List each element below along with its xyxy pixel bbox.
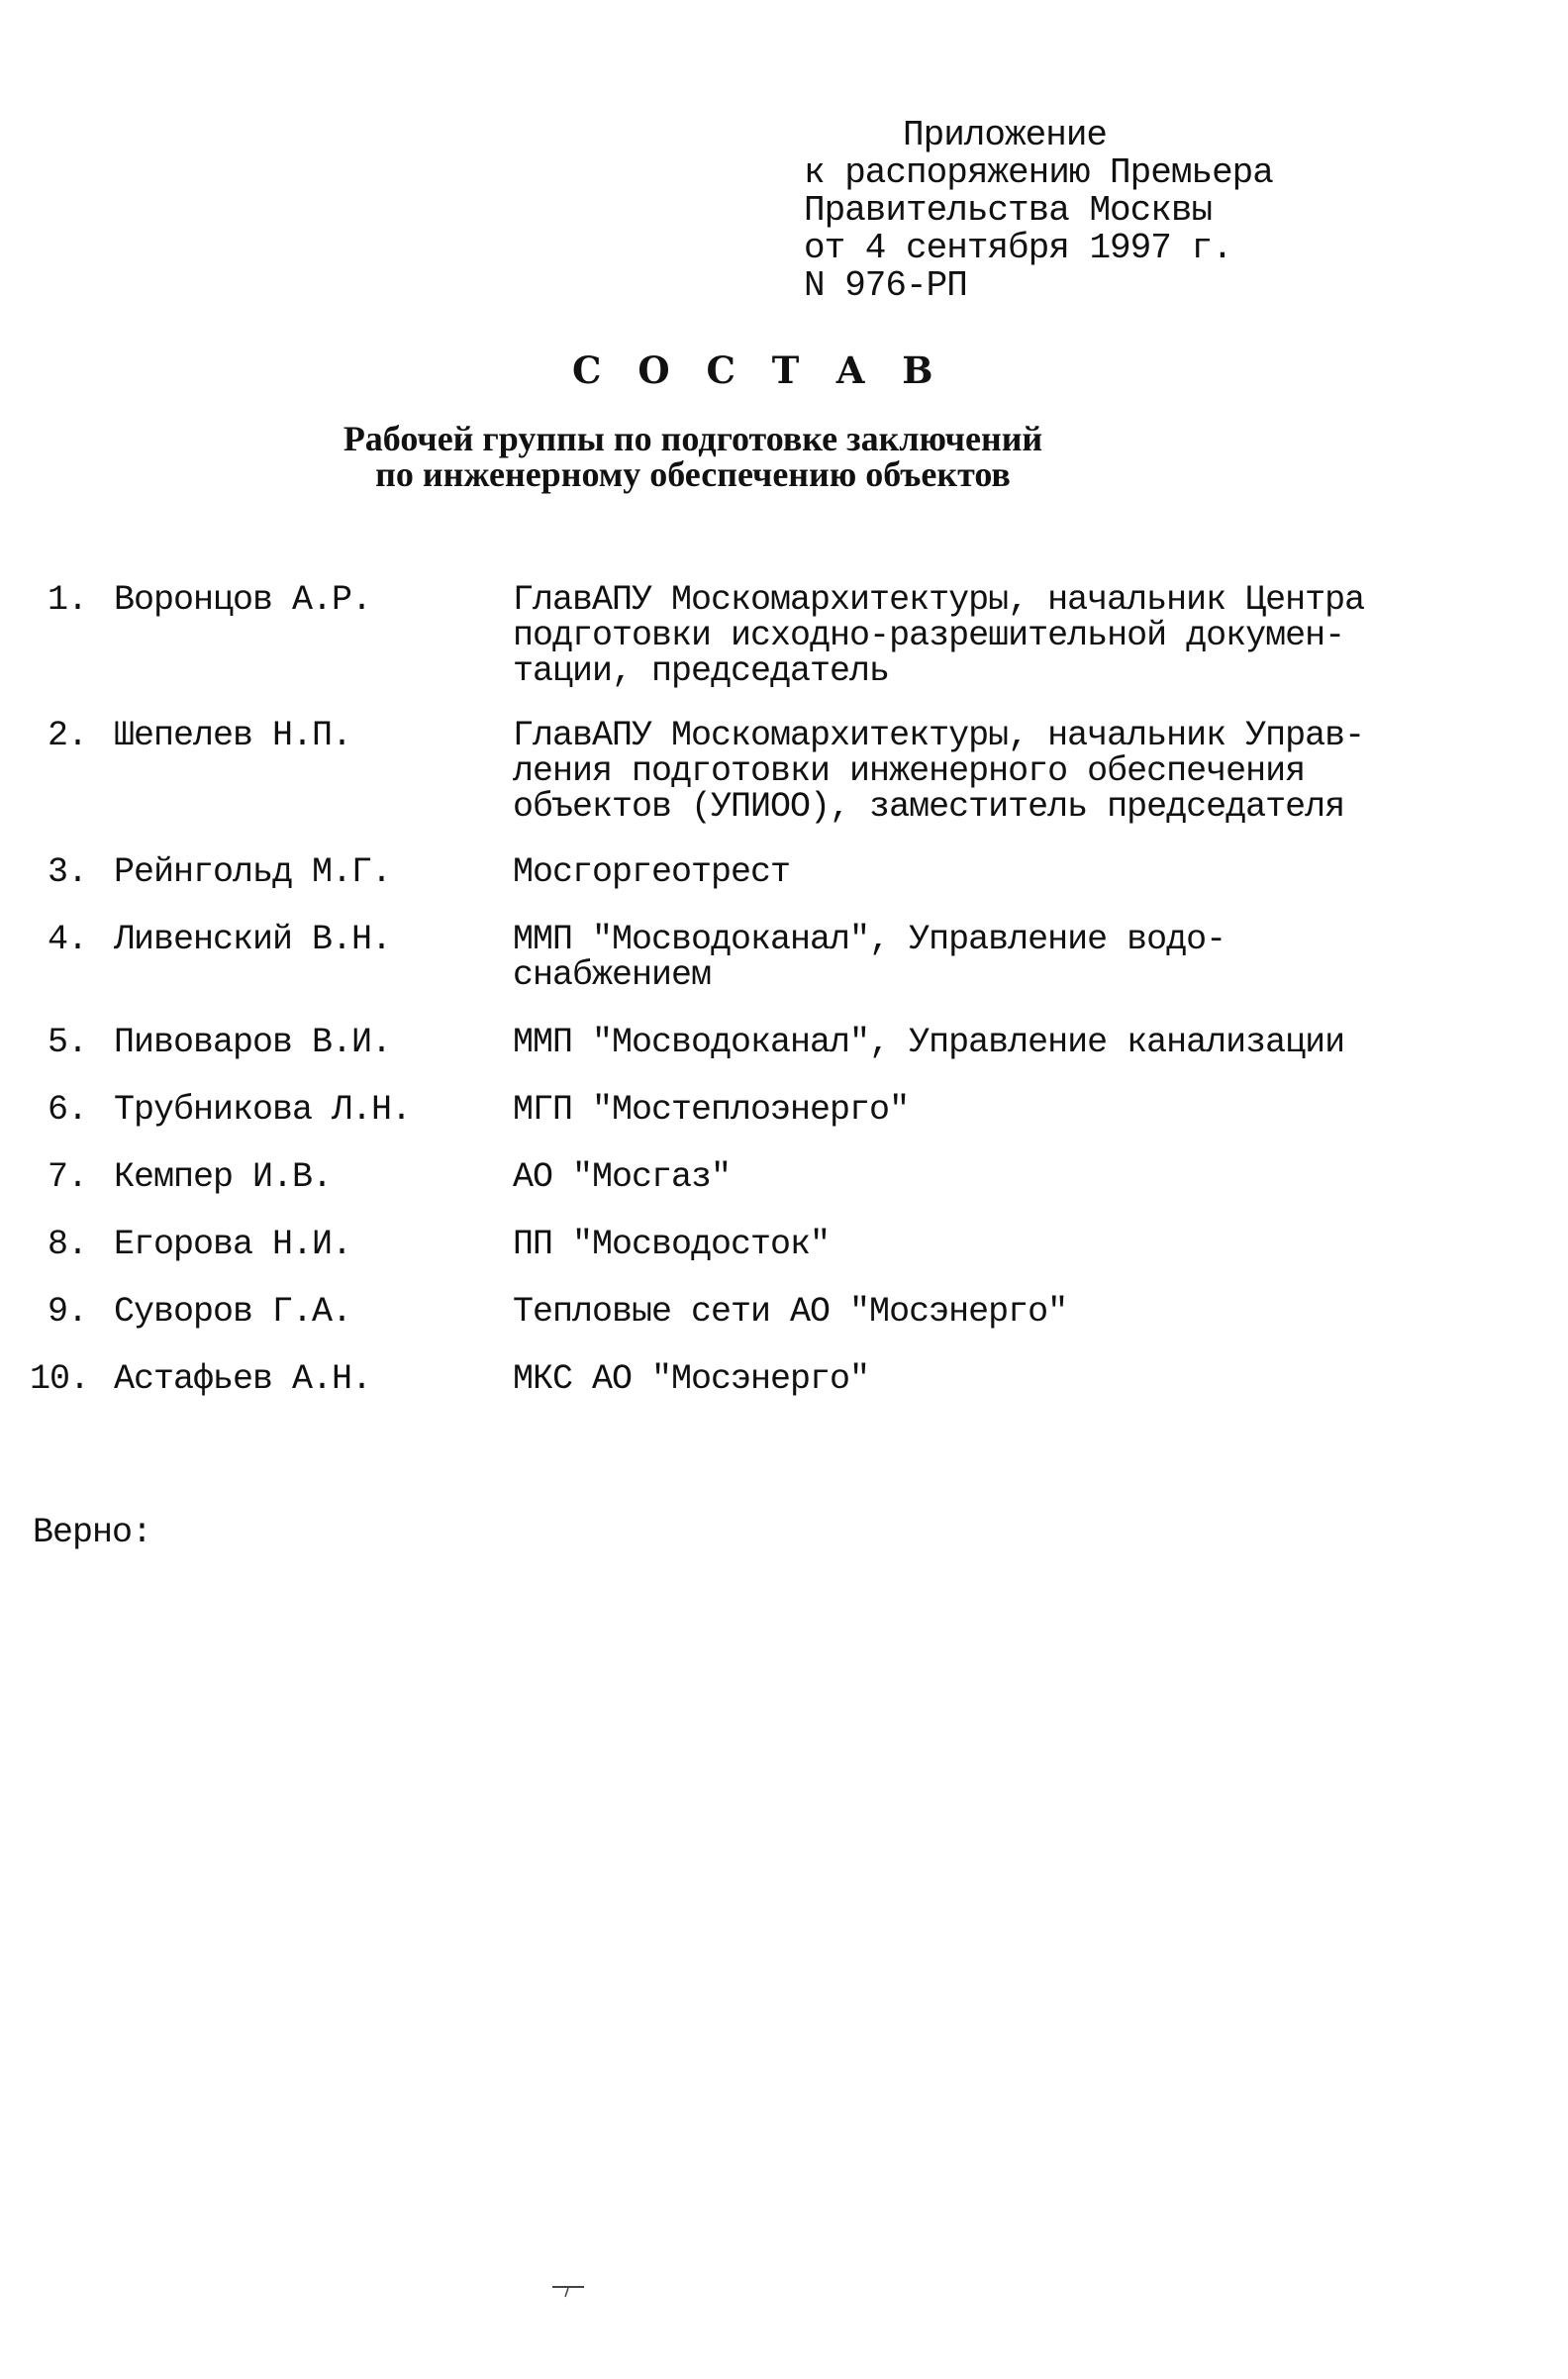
appendix-line: N 976-РП	[804, 265, 967, 306]
list-item	[0, 1361, 1568, 1429]
member-organization	[513, 1025, 1503, 1060]
member-number: 4.	[47, 920, 87, 959]
organization-line: Мосгоргеотрест	[513, 852, 791, 892]
organization-line: ГлавАПУ Москомархитектуры, начальник Центра	[513, 580, 1365, 620]
appendix-line: Правительства Москвы	[804, 190, 1213, 231]
member-number: 7.	[47, 1157, 87, 1197]
member-organization	[513, 718, 1503, 825]
member-name: Егорова Н.И.	[114, 1225, 352, 1264]
organization-line: объектов (УПИОО), заместитель председателя	[513, 787, 1345, 827]
organization-line: Тепловые сети АО "Мосэнерго"	[513, 1292, 1068, 1332]
list-item	[0, 1159, 1568, 1227]
document-title: С О С Т А В	[572, 348, 945, 392]
organization-line: МКС АО "Мосэнерго"	[513, 1359, 870, 1399]
member-organization	[513, 1227, 1503, 1262]
members-list	[0, 582, 1568, 1429]
appendix-line: от 4 сентября 1997 г.	[804, 228, 1232, 268]
organization-line: МГП "Мостеплоэнерго"	[513, 1090, 910, 1130]
document-subtitle	[0, 421, 1386, 492]
list-item	[0, 1294, 1568, 1361]
member-number: 3.	[47, 852, 87, 892]
organization-line: ММП "Мосводоканал", Управление водо-	[513, 920, 1226, 959]
member-number: 2.	[47, 716, 87, 755]
member-organization	[513, 854, 1503, 890]
list-item	[0, 922, 1568, 1025]
organization-line: АО "Мосгаз"	[513, 1157, 732, 1197]
organization-line: снабжением	[513, 955, 712, 995]
appendix-block	[804, 117, 1273, 305]
member-organization	[513, 1361, 1503, 1397]
member-organization	[513, 922, 1503, 993]
member-name: Суворов Г.А.	[114, 1292, 352, 1332]
member-number: 8.	[47, 1225, 87, 1264]
member-name: Ливенский В.Н.	[114, 920, 392, 959]
scan-mark	[550, 2283, 586, 2299]
verified-label: Верно:	[33, 1513, 152, 1552]
list-item	[0, 854, 1568, 922]
organization-line: подготовки исходно-разрешительной докумен-	[513, 616, 1345, 655]
member-name: Шепелев Н.П.	[114, 716, 352, 755]
member-name: Кемпер И.В.	[114, 1157, 333, 1197]
organization-line: ММП "Мосводоканал", Управление канализации	[513, 1023, 1345, 1062]
member-name: Трубникова Л.Н.	[114, 1090, 412, 1130]
member-number: 1.	[47, 580, 87, 620]
member-number: 6.	[47, 1090, 87, 1130]
member-organization	[513, 1092, 1503, 1128]
member-organization	[513, 582, 1503, 689]
list-item	[0, 1025, 1568, 1092]
member-number: 5.	[47, 1023, 87, 1062]
member-number: 9.	[47, 1292, 87, 1332]
list-item	[0, 1227, 1568, 1294]
member-name: Рейнгольд М.Г.	[114, 852, 392, 892]
member-number: 10.	[30, 1359, 90, 1399]
list-item	[0, 718, 1568, 854]
organization-line: ления подготовки инженерного обеспечения	[513, 751, 1306, 791]
member-name: Воронцов А.Р.	[114, 580, 372, 620]
appendix-line: Приложение	[903, 115, 1108, 155]
subtitle-line: по инженерному обеспечению объектов	[375, 454, 1011, 494]
member-organization	[513, 1294, 1503, 1330]
member-name: Астафьев А.Н.	[114, 1359, 372, 1399]
subtitle-line: Рабочей группы по подготовке заключений	[343, 419, 1043, 458]
appendix-line: к распоряжению Премьера	[804, 152, 1273, 193]
member-organization	[513, 1159, 1503, 1195]
organization-line: ПП "Мосводосток"	[513, 1225, 831, 1264]
member-name: Пивоваров В.И.	[114, 1023, 392, 1062]
organization-line: ГлавАПУ Москомархитектуры, начальник Управ-	[513, 716, 1365, 755]
list-item	[0, 582, 1568, 718]
list-item	[0, 1092, 1568, 1159]
organization-line: тации, председатель	[513, 651, 890, 691]
